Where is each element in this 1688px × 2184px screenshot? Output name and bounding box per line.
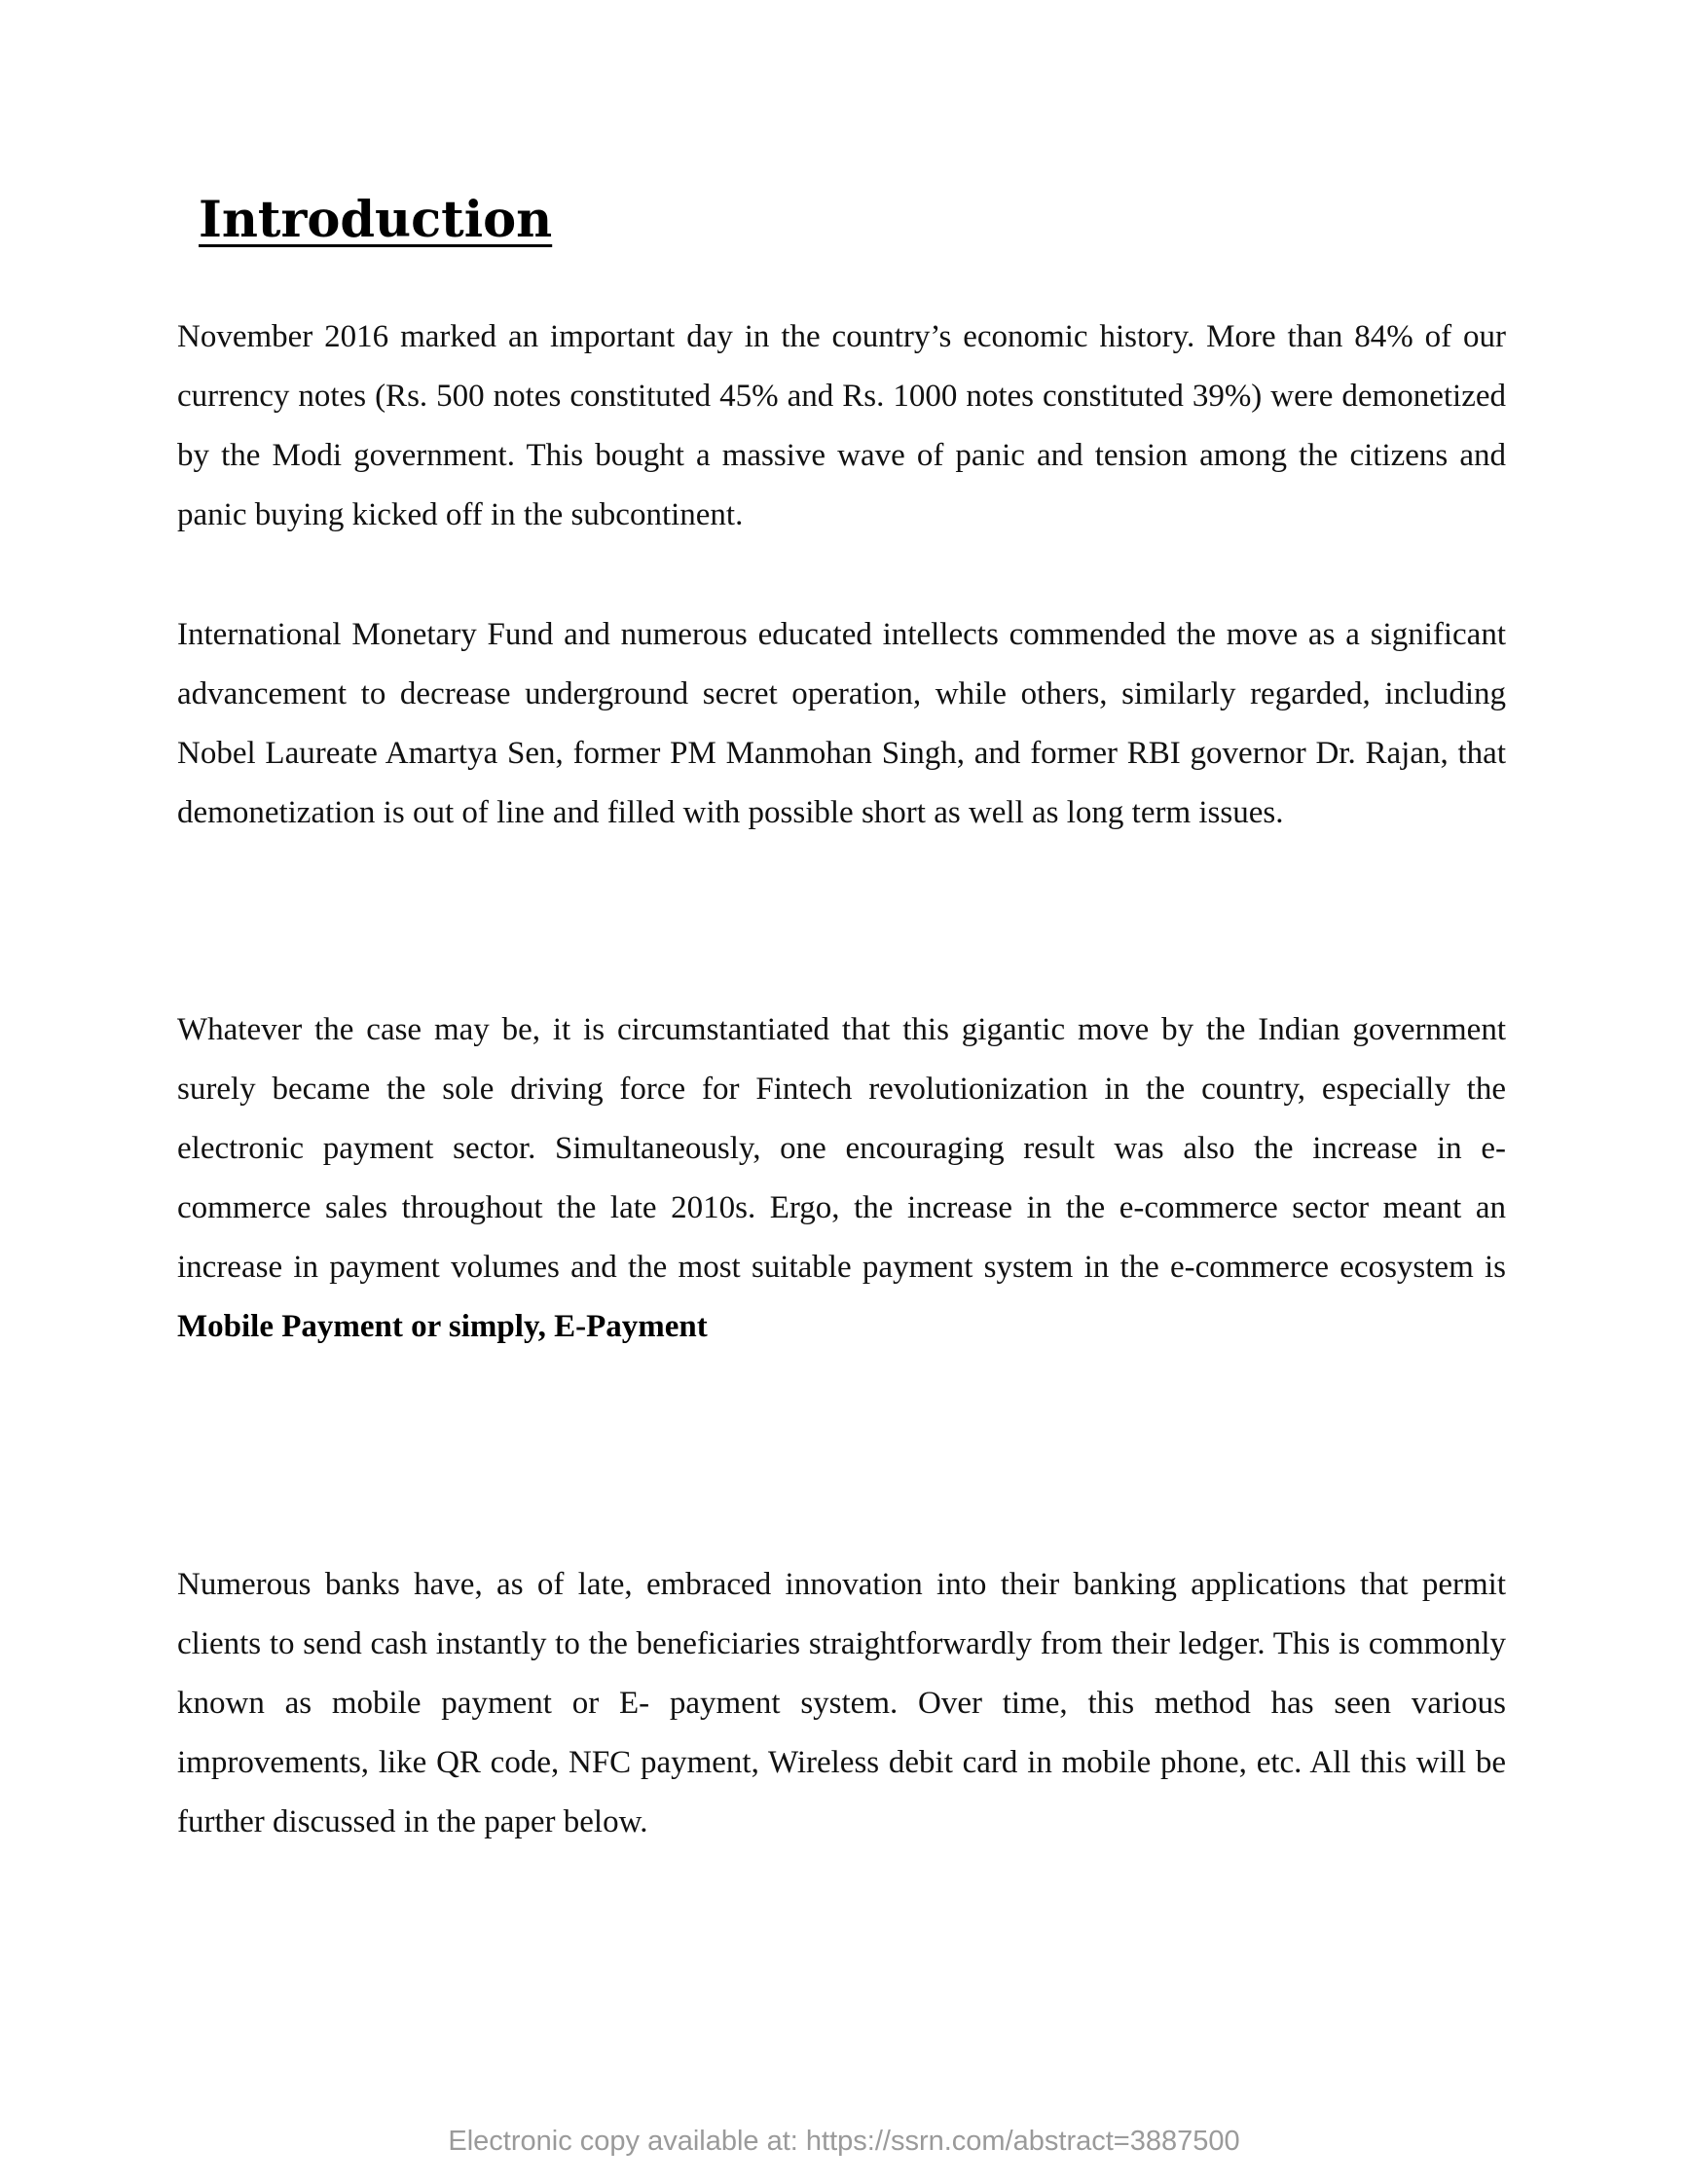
paragraph-demonetization xyxy=(177,308,1506,545)
paragraph-opinions xyxy=(177,605,1506,843)
paragraph-text: November 2016 marked an important day in the country’s economic history. More than 84% of our currency notes (Rs. 500 notes constituted 45% and Rs. 1000 notes constituted 39%) were demonetized by the Modi government. This bought a massive wave of panic and tension among the citizens and panic buying kicked off in the subcontinent. xyxy=(177,319,1506,532)
paragraph-mobile-payment xyxy=(177,1555,1506,1852)
paragraph-text: Numerous banks have, as of late, embraced innovation into their banking applications that permit clients to send cash instantly to the beneficiaries straightforwardly from their ledger. This is commonly known as mobile payment or E- payment system. Over time, this method has seen various improvements, like QR code, NFC payment, Wireless debit card in mobile phone, etc. All this will be further discussed in the paper below. xyxy=(177,1567,1506,1839)
footer-ssrn-link[interactable]: Electronic copy available at: https://ssrn.com/abstract=3887500 xyxy=(448,2126,1240,2157)
paragraph-text: Whatever the case may be, it is circumstantiated that this gigantic move by the Indian government surely became the sole driving force for Fintech revolutionization in the country, especially the electronic payment sector. Simultaneously, one encouraging result was also the increase in e-commerce sales throughout the late 2010s. Ergo, the increase in the e-commerce sector meant an increase in payment volumes and the most suitable payment system in the e-commerce ecosystem is xyxy=(177,1012,1506,1285)
paragraph-fintech xyxy=(177,1001,1506,1357)
section-heading: Introduction xyxy=(199,191,553,249)
paragraph-text: International Monetary Fund and numerous educated intellects commended the move as a significant advancement to decrease underground secret operation, while others, similarly regarded, including Nobel Laureate Amartya Sen, former PM Manmohan Singh, and former RBI governor Dr. Rajan, that demonetization is out of line and filled with possible short as well as long term issues. xyxy=(177,617,1506,830)
paragraph-bold-term: Mobile Payment or simply, E-Payment xyxy=(177,1309,708,1344)
